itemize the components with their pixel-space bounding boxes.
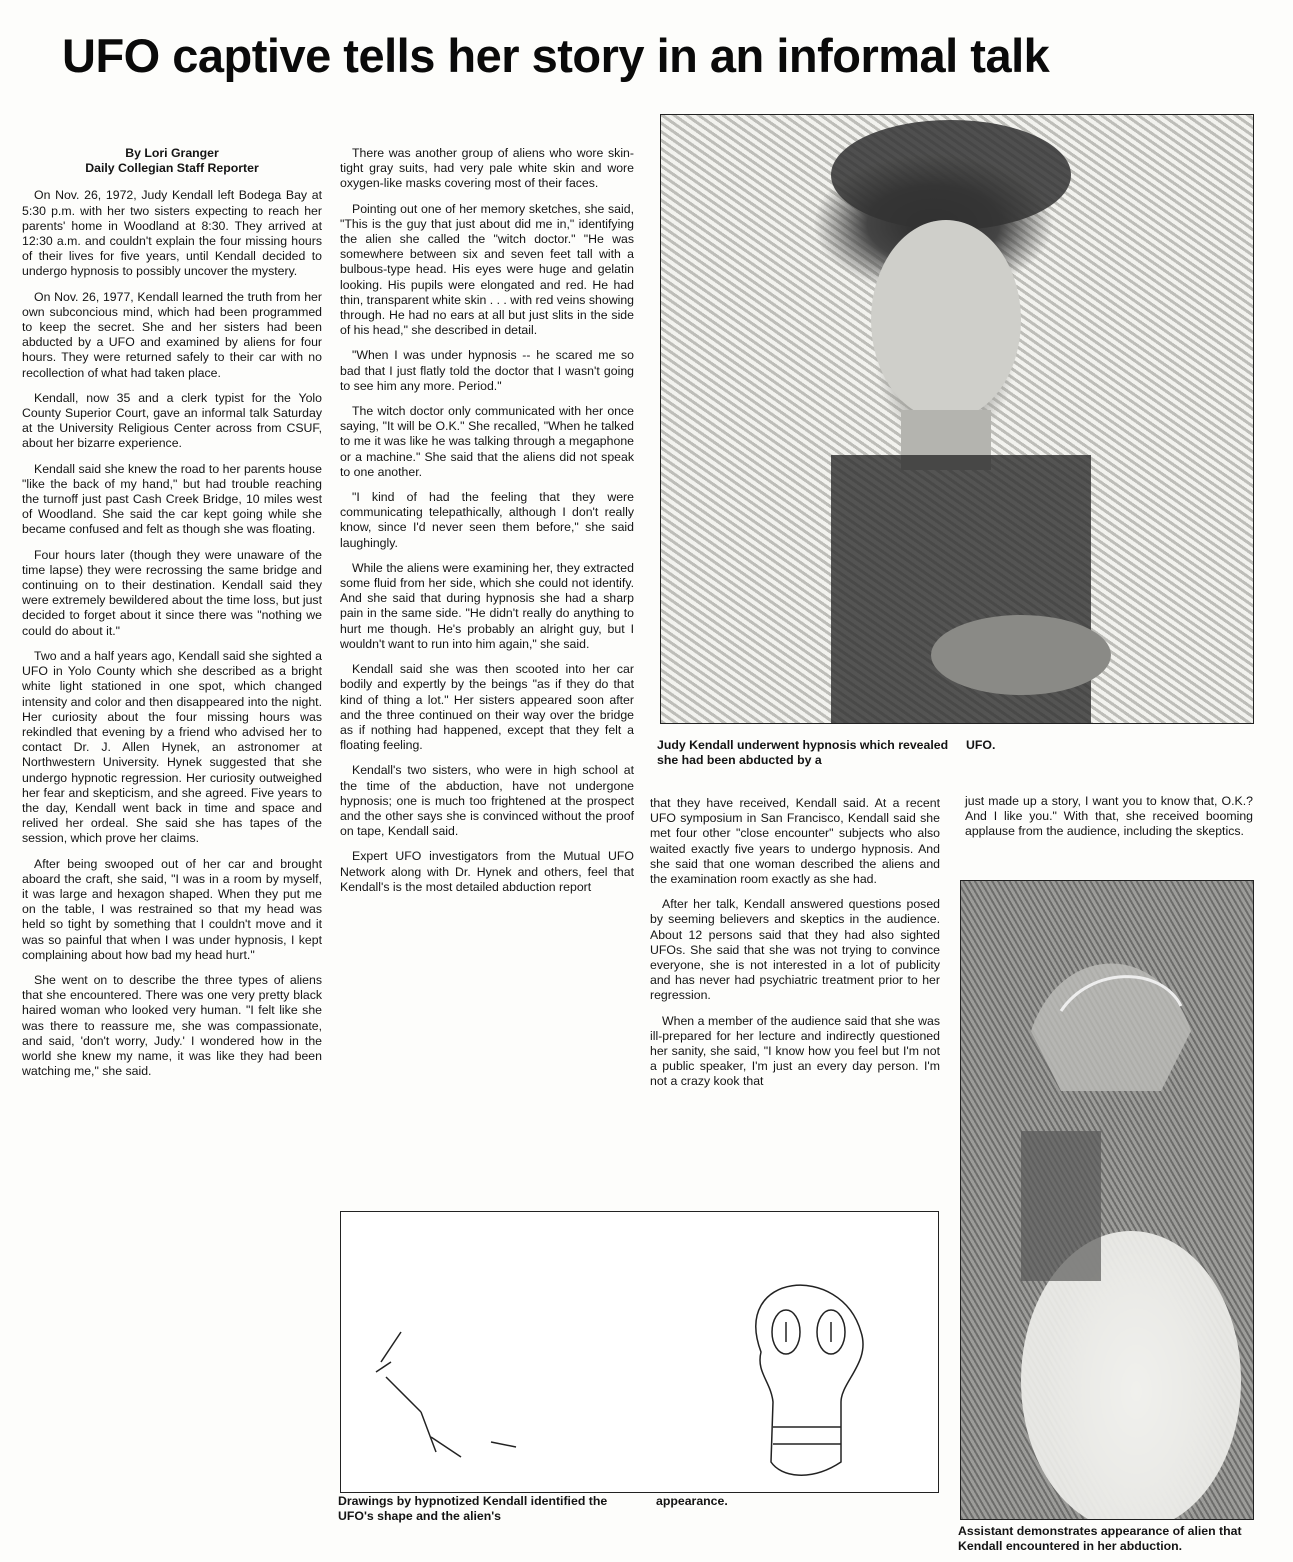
photo-alien-demonstration bbox=[960, 880, 1254, 1520]
article-column-2 bbox=[340, 146, 634, 905]
article-column-1 bbox=[22, 146, 322, 1089]
byline-role: Daily Collegian Staff Reporter bbox=[85, 161, 259, 176]
paragraph: Pointing out one of her memory sketches, she said, "This is the guy that just about did me in," identifying the alien she called the "witch doctor." "He was somewhere between six and seven feet tall with a bulbous-type head. His eyes were huge and gelatin looking. His pupils were elongated and red. He had thin, transparent white skin . . . with red veins showing through. He had no ears at all but just slits in the side of his head," she described in detail. bbox=[340, 201, 634, 338]
photo-caption: Judy Kendall underwent hypnosis which revealed she had been abducted by a bbox=[657, 738, 949, 768]
photo-judy-kendall bbox=[660, 114, 1254, 724]
article-column-3 bbox=[650, 796, 940, 1100]
drawing-caption-continued: appearance. bbox=[656, 1494, 728, 1508]
paragraph: Expert UFO investigators from the Mutual UFO Network along with Dr. Hynek and others, feel that Kendall's is the most detailed abduction report bbox=[340, 849, 634, 894]
paragraph: Kendall's two sisters, who were in high school at the time of the abduction, have not undergone hypnosis; one is much too frightened at the prospect and the other says she is convinced without the proof on tape, Kendall said. bbox=[340, 763, 634, 839]
photo-caption-continued: UFO. bbox=[966, 738, 996, 752]
drawing-caption: Drawings by hypnotized Kendall identified the UFO's shape and the alien's bbox=[338, 1494, 608, 1524]
photo-caption-alien: Assistant demonstrates appearance of alien that Kendall encountered in her abduction. bbox=[958, 1524, 1242, 1554]
paragraph: While the aliens were examining her, they extracted some fluid from her side, which she could not identify. And she said that during hypnosis she had a sharp pain in the same side. "He didn't really do anything to hurt me though. He's probably an alright guy, but I wouldn't want to run into him again," she said. bbox=[340, 560, 634, 651]
paragraph: On Nov. 26, 1977, Kendall learned the truth from her own subconcious mind, which had been programmed to keep the secret. She and her sisters had been abducted by a UFO and examined by aliens for four hours. They were returned safely to their car with no recollection of what had taken place. bbox=[22, 289, 322, 380]
paragraph: After being swooped out of her car and brought aboard the craft, she said, "I was in a room by myself, it was large and hexagon shaped. When they put me on the table, I was restrained so that my head was held so tight by something that I couldn't move and it was so painful that when I was under hypnosis, I kept complaining about how bad my head hurt." bbox=[22, 856, 322, 962]
byline bbox=[22, 146, 322, 176]
paragraph: She went on to describe the three types of aliens that she encountered. There was one very pretty black haired woman who looked very human. "I felt like she was there to reassure me, she was compassionate, and said, 'don't worry, Judy.' I wondered how in the world she knew my name, it was like they had been watching me," she said. bbox=[22, 972, 322, 1079]
paragraph: Kendall, now 35 and a clerk typist for the Yolo County Superior Court, gave an informal talk Saturday at the University Religious Center across from CSUF, about her bizarre experience. bbox=[22, 390, 322, 451]
alien-ufo-drawings bbox=[340, 1211, 939, 1493]
byline-author: By Lori Granger bbox=[125, 146, 219, 160]
paragraph: "I kind of had the feeling that they were communicating telepathically, although I don't really know, since I'd never seen them before," she said laughingly. bbox=[340, 490, 634, 550]
paragraph: After her talk, Kendall answered questions posed by seeming believers and skeptics in the audience. About 12 persons said that they had also sighted UFOs. She said that she was not trying to convince everyone, she is not interested in a lot of publicity and has never had psychiatric treatment prior to her regression. bbox=[650, 897, 940, 1003]
paragraph: Four hours later (though they were unaware of the time lapse) they were recrossing the same bridge and continuing on to their destination. Kendall said they were extremely bewildered about the time loss, but just decided to forget about it since there was "nothing we could do about it." bbox=[22, 547, 322, 638]
paragraph: When a member of the audience said that she was ill-prepared for her lecture and indirectly questioned her sanity, she said, "I know how you feel but I'm not a public speaker, I'm just an every day person. I'm not a crazy kook that bbox=[650, 1013, 940, 1089]
paragraph: Kendall said she knew the road to her parents house "like the back of my hand," but had trouble reaching the turnoff just past Cash Creek Bridge, 10 miles west of Woodland. She said the car kept going while she became confused and felt as though she was floating. bbox=[22, 461, 322, 537]
paragraph: On Nov. 26, 1972, Judy Kendall left Bodega Bay at 5:30 p.m. with her two sisters expecting to reach her parents' home in Woodland at 8:30. They arrived at 12:30 a.m. and couldn't explain the four missing hours of their lives for five years, until Kendall decided to undergo hypnosis to possibly uncover the mystery. bbox=[22, 188, 322, 279]
paragraph: The witch doctor only communicated with her once saying, "It will be O.K." She recalled, "When he talked to me it was like he was talking through a megaphone or a machine." She said that the aliens did not speak to one another. bbox=[340, 404, 634, 479]
paragraph: that they have received, Kendall said. At a recent UFO symposium in San Francisco, Kendall said she met four other "close encounter" subjects who also waited exactly five years to undergo hypnosis. And she said that one woman described the aliens and the examination room exactly as she had. bbox=[650, 796, 940, 887]
paragraph: just made up a story, I want you to know that, O.K.? And I like you." With that, she received booming applause from the audience, including the skeptics. bbox=[965, 794, 1253, 839]
paragraph: Kendall said she was then scooted into her car bodily and expertly by the beings "as if they do that kind of thing a lot." Her sisters appeared soon after and the three continued on their way over the bridge as if nothing had happened, except that they felt a floating feeling. bbox=[340, 662, 634, 753]
paragraph: "When I was under hypnosis -- he scared me so bad that I just flatly told the doctor that I wasn't going to see him any more. Period." bbox=[340, 348, 634, 393]
paragraph: There was another group of aliens who wore skin-tight gray suits, had very pale white skin and wore oxygen-like masks covering most of their faces. bbox=[340, 146, 634, 191]
paragraph: Two and a half years ago, Kendall said she sighted a UFO in Yolo County which she described as a bright white light stationed in one spot, which changed intensity and color and then disappeared into the night. Her curiosity about the four missing hours was rekindled that evening by a friend who advised her to contact Dr. J. Allen Hynek, an astronomer at Northwestern University. Hynek suggested that she undergo hypnotic regression. Her curiosity outweighed her fear and skepticism, and she agreed. Five years to the day, Kendall went back in time and space and relived her ordeal. She said she has tapes of the session, which prove her claims. bbox=[22, 648, 322, 846]
article-column-4 bbox=[965, 794, 1253, 850]
headline: UFO captive tells her story in an informal talk bbox=[62, 29, 1050, 82]
